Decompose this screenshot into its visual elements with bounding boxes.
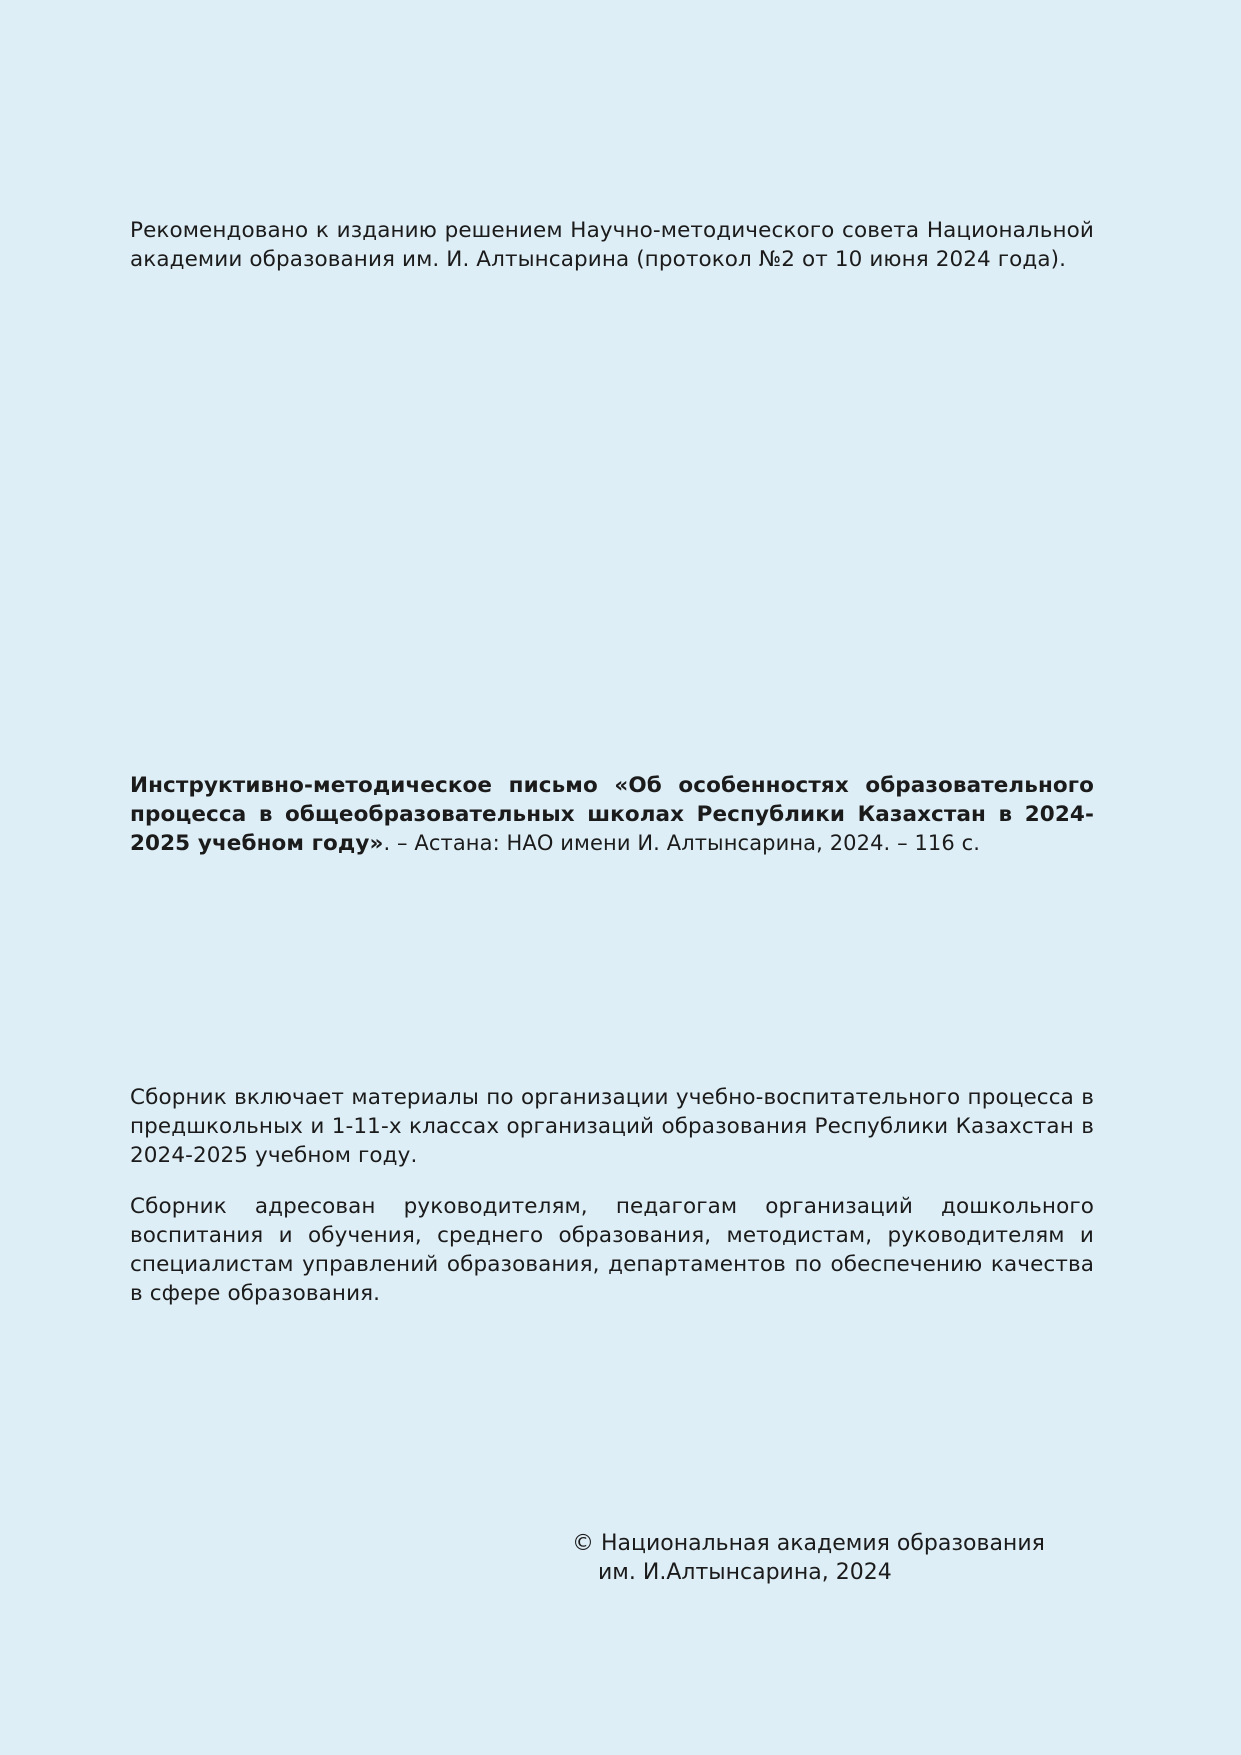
copyright-notice — [572, 1529, 1045, 1587]
description-paragraph-2: Сборник адресован руководителям, педагогам организаций дошкольного воспитания и обучения, среднего образования, методистам, руководителям и специалистам управлений образования, департаментов по обеспечению качества в сфере образования. — [130, 1194, 1094, 1306]
citation-publication: . – Астана: НАО имени И. Алтынсарина, 2024. – 116 с. — [383, 831, 981, 855]
bibliographic-citation — [130, 771, 1094, 858]
citation-title: Инструктивно-методическое письмо «Об особенностях образовательного процесса в общеобразовательных школах Республики Казахстан в 2024-2025 учебном году» — [130, 773, 1094, 856]
description-paragraph-1: Сборник включает материалы по организации учебно-воспитательного процесса в предшкольных и 1-11-х классах организаций образования Республики Казахстан в 2024-2025 учебном году. — [130, 1085, 1094, 1168]
copyright-line-2: им. И.Алтынсарина, 2024 — [598, 1560, 892, 1585]
recommendation-text: Рекомендовано к изданию решением Научно-методического совета Национальной академии образования им. И. Алтынсарина (протокол №2 от 10 июня 2024 года). — [130, 218, 1094, 272]
copyright-line-1: © Национальная академия образования — [572, 1531, 1045, 1556]
